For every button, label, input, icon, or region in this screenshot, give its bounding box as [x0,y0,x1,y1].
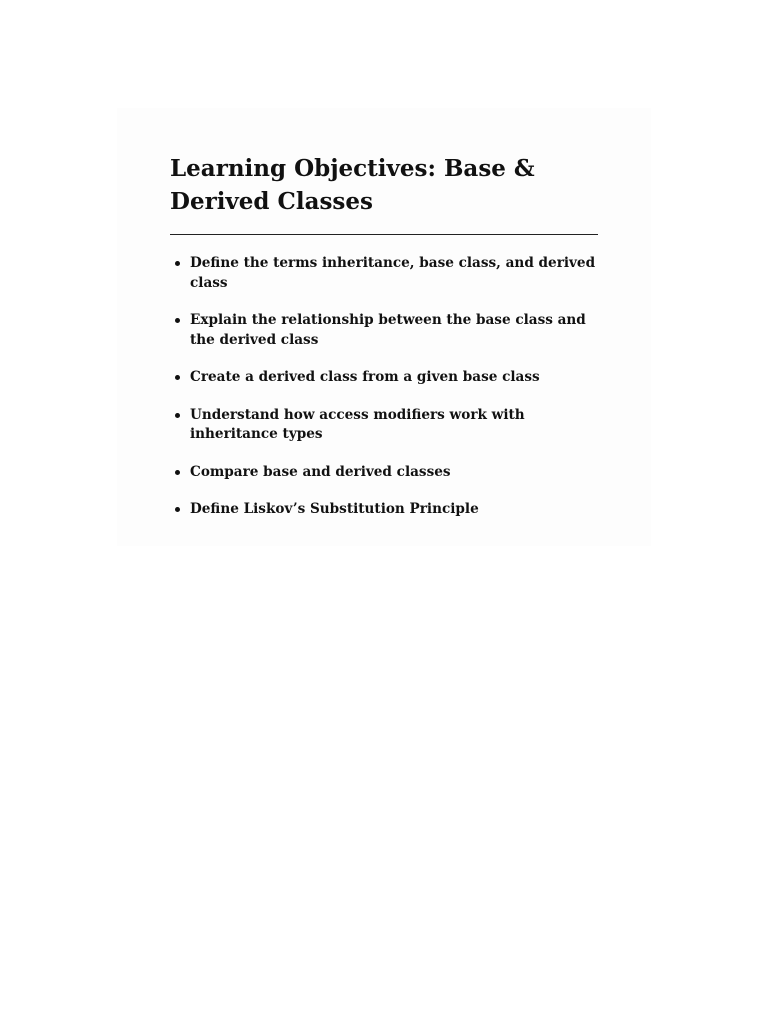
bullet-icon [175,413,180,418]
objective-text: Define Liskov’s Substitution Principle [190,501,479,517]
bullet-icon [175,470,180,475]
page-title: Learning Objectives: Base & Derived Classes [170,155,535,215]
bullet-icon [175,261,180,266]
objective-text: Define the terms inheritance, base class, and derived class [190,255,596,291]
list-item [170,406,600,445]
list-item [170,368,600,388]
list-item [170,254,600,293]
title-divider [170,234,598,235]
objective-text: Understand how access modifiers work with inheritance types [190,406,525,442]
objectives-list [170,254,600,538]
list-item [170,463,600,483]
objectives-card [117,108,651,546]
objective-text: Compare base and derived classes [190,463,451,480]
bullet-icon [175,375,180,380]
objective-text: Create a derived class from a given base class [190,369,540,385]
list-item [170,311,600,350]
objective-text: Explain the relationship between the base class and the derived class [190,312,586,348]
bullet-icon [175,318,180,323]
list-item [170,500,600,520]
bullet-icon [175,507,180,512]
